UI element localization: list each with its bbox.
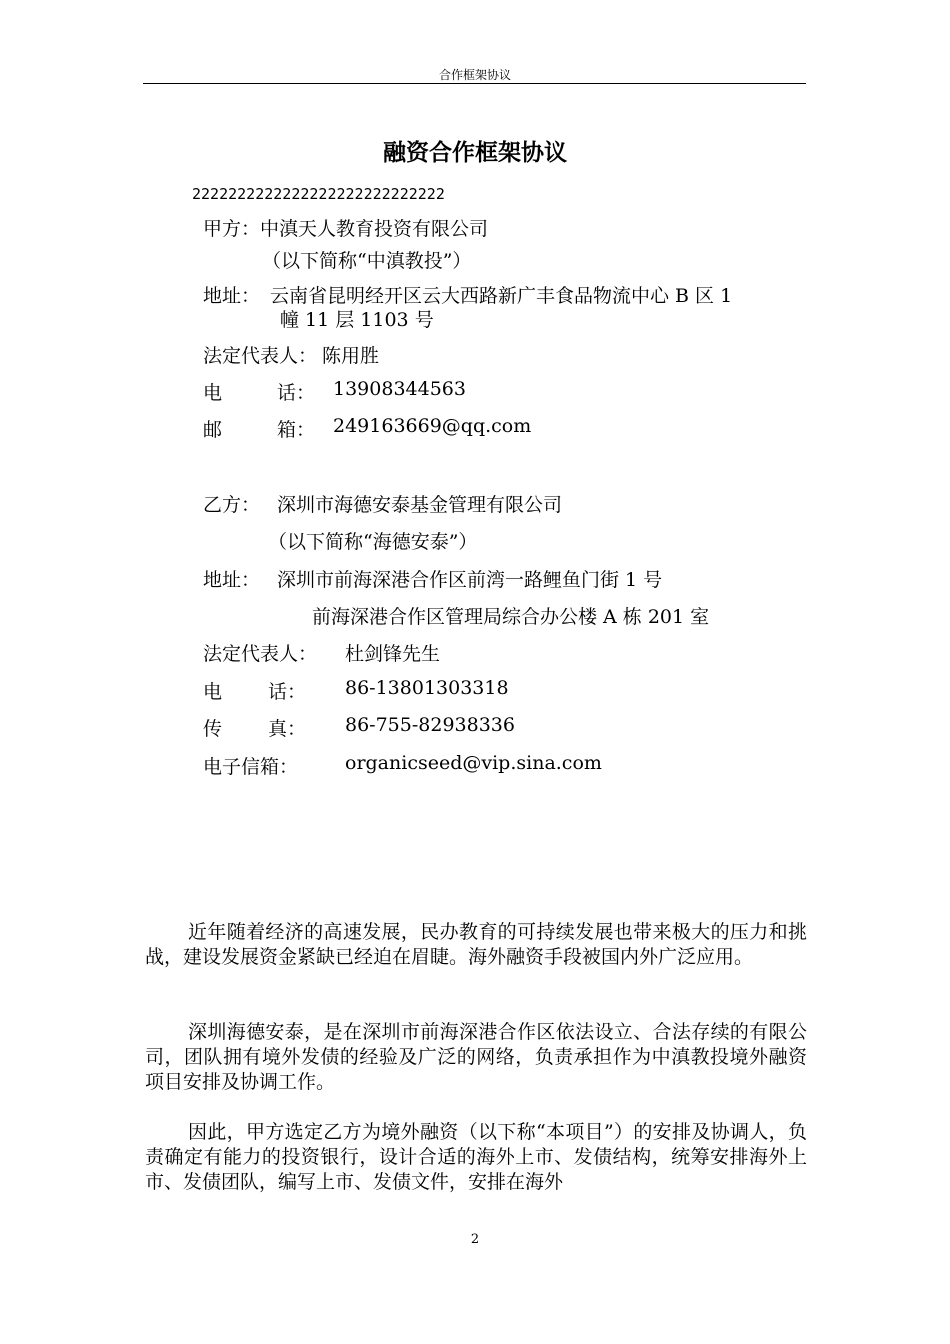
party-b-fax-label-2: 真： bbox=[268, 718, 307, 740]
party-a-rep: 陈用胜 bbox=[322, 345, 380, 367]
party-b-rep-label: 法定代表人： bbox=[203, 643, 318, 665]
party-b-phone-label-2: 话： bbox=[268, 681, 307, 703]
party-b-fax-label-1: 传 bbox=[203, 718, 223, 740]
party-b-label: 乙方： bbox=[203, 494, 261, 516]
party-b-phone-label-1: 电 bbox=[203, 681, 223, 703]
party-b-abbr: （以下简称“海德安泰”） bbox=[268, 531, 478, 553]
party-b-address-line1: 深圳市前海深港合作区前湾一路鲤鱼门街 1 号 bbox=[277, 569, 663, 591]
party-a-phone: 13908344563 bbox=[333, 378, 466, 400]
code-line: 2222222222222222222222222222 bbox=[192, 185, 445, 203]
party-a-rep-label: 法定代表人： bbox=[203, 345, 318, 367]
party-a-phone-label-2: 话： bbox=[277, 382, 316, 404]
party-a-name: 中滇天人教育投资有限公司 bbox=[260, 218, 489, 240]
party-b-fax: 86-755-82938336 bbox=[345, 714, 515, 736]
party-a-abbr: （以下简称“中滇教投”） bbox=[262, 250, 472, 272]
party-b-phone: 86-13801303318 bbox=[345, 677, 509, 699]
party-a-email-label-1: 邮 bbox=[203, 419, 223, 441]
party-b-email: organicseed@vip.sina.com bbox=[345, 752, 602, 774]
page-number: 2 bbox=[470, 1232, 480, 1247]
party-b-name: 深圳市海德安泰基金管理有限公司 bbox=[277, 494, 563, 516]
paragraph-1: 近年随着经济的高速发展，民办教育的可持续发展也带来极大的压力和挑战，建设发展资金紧缺已经迫在眉睫。海外融资手段被国内外广泛应用。 bbox=[145, 921, 807, 968]
paragraph-2: 深圳海德安泰，是在深圳市前海深港合作区依法设立、合法存续的有限公司，团队拥有境外发债的经验及广泛的网络，负责承担作为中滇教投境外融资项目安排及协调工作。 bbox=[145, 1021, 807, 1093]
party-a-phone-label-1: 电 bbox=[203, 382, 223, 404]
party-b-address-label: 地址： bbox=[203, 569, 261, 591]
party-a-address-line1: 云南省昆明经开区云大西路新广丰食品物流中心 B 区 1 bbox=[270, 285, 733, 307]
party-b-address-line2: 前海深港合作区管理局综合办公楼 A 栋 201 室 bbox=[312, 606, 710, 628]
paragraph-3: 因此，甲方选定乙方为境外融资（以下称“本项目”）的安排及协调人，负责确定有能力的投资银行，设计合适的海外上市、发债结构，统筹安排海外上市、发债团队，编写上市、发债文件，安排在海外 bbox=[145, 1121, 807, 1193]
party-a-label: 甲方： bbox=[203, 218, 261, 240]
party-b-email-label: 电子信箱： bbox=[203, 756, 299, 778]
party-a-email: 249163669@qq.com bbox=[333, 415, 532, 437]
document-title: 融资合作框架协议 bbox=[383, 140, 567, 166]
party-a-address-line2: 幢 11 层 1103 号 bbox=[280, 309, 434, 331]
page-header: 合作框架协议 bbox=[438, 68, 511, 82]
party-b-rep: 杜剑锋先生 bbox=[345, 643, 441, 665]
party-a-email-label-2: 箱： bbox=[277, 419, 316, 441]
party-a-address-label: 地址： bbox=[203, 285, 261, 307]
header-divider bbox=[143, 83, 806, 84]
